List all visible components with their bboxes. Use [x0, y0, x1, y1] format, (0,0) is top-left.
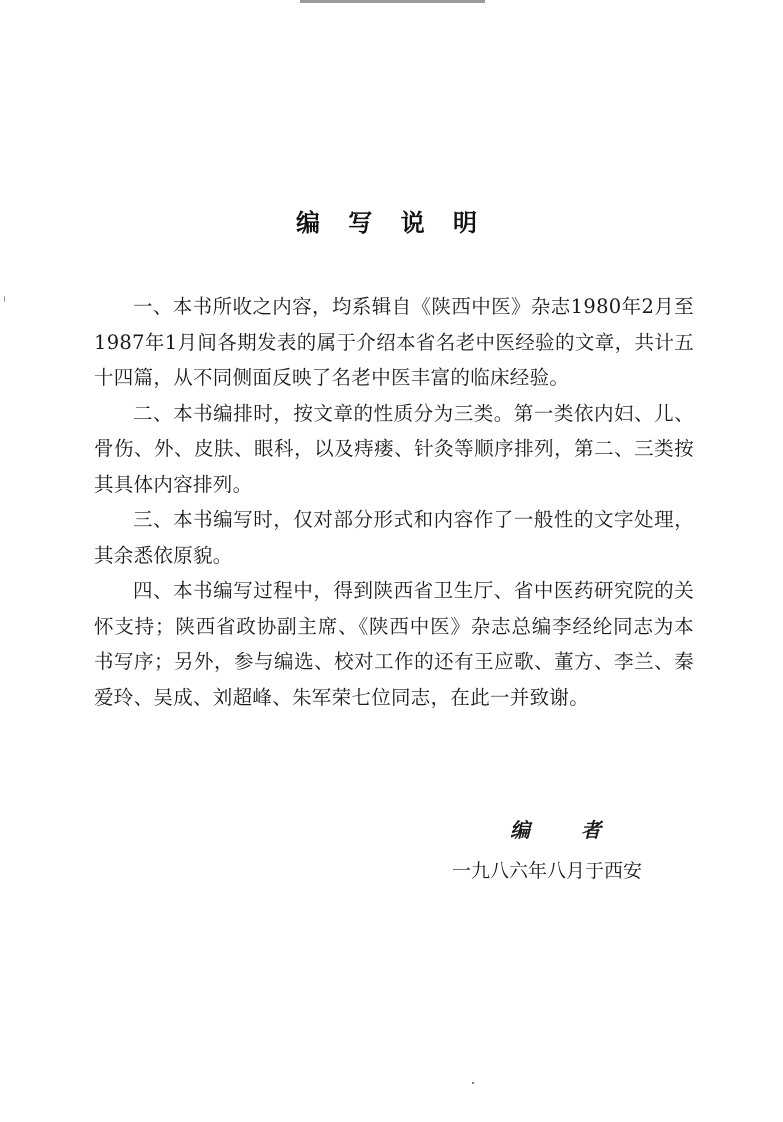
- paragraph-3: 三、本书编写时，仅对部分形式和内容作了一般性的文字处理，其余悉依原貌。: [94, 508, 694, 567]
- paragraph-1: 一、本书所收之内容，均系辑自《陕西中医》杂志1980年2月至1987年1月间各期发表的属于介绍本省名老中医经验的文章，共计五十四篇，从不同侧面反映了名老中医丰富的临床经验。: [94, 295, 694, 389]
- scan-speck: [472, 1082, 474, 1084]
- page-title: 编 写 说 明: [295, 209, 488, 237]
- signature-date: 一九八六年八月于西安: [452, 860, 643, 882]
- paragraph-4: 四、本书编写过程中，得到陕西省卫生厅、省中医药研究院的关怀支持；陕西省政协副主席、《陕西中医》杂志总编李经纶同志为本书写序；另外，参与编选、校对工作的还有王应歌、董方、李兰、秦爱玲、吴成、刘超峰、朱军荣七位同志，在此一并致谢。: [94, 579, 694, 709]
- scan-speck: [4, 296, 5, 302]
- top-edge-rule: [300, 0, 485, 3]
- signature-author: 编 者: [510, 818, 623, 842]
- preface-body: [94, 289, 694, 715]
- paragraph-2: 二、本书编排时，按文章的性质分为三类。第一类依内妇、儿、骨伤、外、皮肤、眼科，以及痔瘘、针灸等顺序排列，第二、三类按其具体内容排列。: [94, 401, 694, 496]
